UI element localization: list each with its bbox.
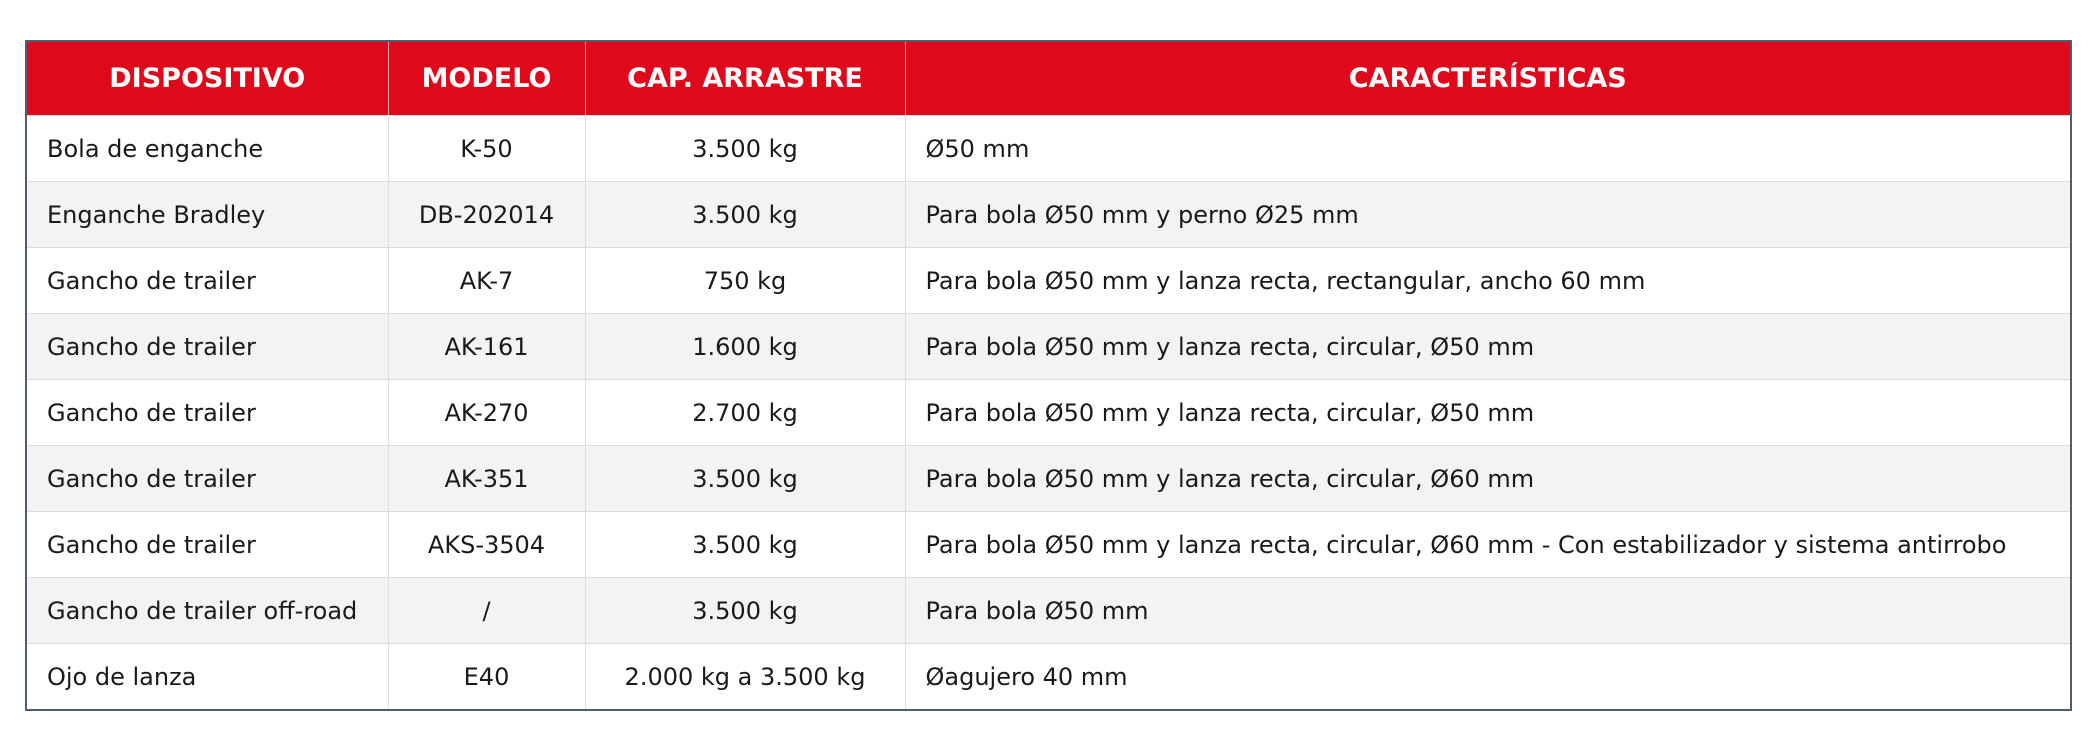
table-body xyxy=(26,116,2071,711)
cell-caracteristicas: Para bola Ø50 mm y lanza recta, circular, Ø60 mm xyxy=(905,446,2071,512)
header-cap-arrastre: CAP. ARRASTRE xyxy=(585,41,905,116)
table-row xyxy=(26,116,2071,182)
cell-caracteristicas: Para bola Ø50 mm xyxy=(905,578,2071,644)
header-caracteristicas: CARACTERÍSTICAS xyxy=(905,41,2071,116)
spec-table xyxy=(25,40,2072,711)
table-row xyxy=(26,446,2071,512)
cell-modelo: E40 xyxy=(388,644,585,711)
cell-modelo: AK-7 xyxy=(388,248,585,314)
table-row xyxy=(26,248,2071,314)
cell-cap-arrastre: 3.500 kg xyxy=(585,512,905,578)
cell-caracteristicas: Øagujero 40 mm xyxy=(905,644,2071,711)
table-header xyxy=(26,41,2071,116)
cell-dispositivo: Gancho de trailer xyxy=(26,380,388,446)
cell-modelo: AK-161 xyxy=(388,314,585,380)
table-row xyxy=(26,380,2071,446)
cell-cap-arrastre: 750 kg xyxy=(585,248,905,314)
table-row xyxy=(26,314,2071,380)
cell-modelo: AKS-3504 xyxy=(388,512,585,578)
cell-dispositivo: Gancho de trailer xyxy=(26,314,388,380)
cell-modelo: / xyxy=(388,578,585,644)
cell-cap-arrastre: 3.500 kg xyxy=(585,182,905,248)
cell-dispositivo: Gancho de trailer xyxy=(26,248,388,314)
cell-cap-arrastre: 3.500 kg xyxy=(585,116,905,182)
table-row xyxy=(26,182,2071,248)
header-dispositivo: DISPOSITIVO xyxy=(26,41,388,116)
cell-dispositivo: Enganche Bradley xyxy=(26,182,388,248)
table-row xyxy=(26,644,2071,711)
cell-cap-arrastre: 3.500 kg xyxy=(585,446,905,512)
cell-modelo: AK-270 xyxy=(388,380,585,446)
table-row xyxy=(26,512,2071,578)
cell-cap-arrastre: 2.700 kg xyxy=(585,380,905,446)
cell-caracteristicas: Para bola Ø50 mm y perno Ø25 mm xyxy=(905,182,2071,248)
header-modelo: MODELO xyxy=(388,41,585,116)
cell-caracteristicas: Para bola Ø50 mm y lanza recta, circular, Ø50 mm xyxy=(905,380,2071,446)
cell-caracteristicas: Para bola Ø50 mm y lanza recta, circular, Ø60 mm - Con estabilizador y sistema antirrobo xyxy=(905,512,2071,578)
cell-dispositivo: Gancho de trailer xyxy=(26,512,388,578)
cell-modelo: K-50 xyxy=(388,116,585,182)
cell-cap-arrastre: 3.500 kg xyxy=(585,578,905,644)
cell-caracteristicas: Para bola Ø50 mm y lanza recta, rectangular, ancho 60 mm xyxy=(905,248,2071,314)
cell-dispositivo: Bola de enganche xyxy=(26,116,388,182)
cell-dispositivo: Gancho de trailer off-road xyxy=(26,578,388,644)
cell-modelo: DB-202014 xyxy=(388,182,585,248)
header-row xyxy=(26,41,2071,116)
cell-cap-arrastre: 1.600 kg xyxy=(585,314,905,380)
table-row xyxy=(26,578,2071,644)
cell-dispositivo: Gancho de trailer xyxy=(26,446,388,512)
cell-modelo: AK-351 xyxy=(388,446,585,512)
spec-table-container xyxy=(25,40,2070,711)
cell-dispositivo: Ojo de lanza xyxy=(26,644,388,711)
cell-caracteristicas: Ø50 mm xyxy=(905,116,2071,182)
cell-caracteristicas: Para bola Ø50 mm y lanza recta, circular, Ø50 mm xyxy=(905,314,2071,380)
cell-cap-arrastre: 2.000 kg a 3.500 kg xyxy=(585,644,905,711)
